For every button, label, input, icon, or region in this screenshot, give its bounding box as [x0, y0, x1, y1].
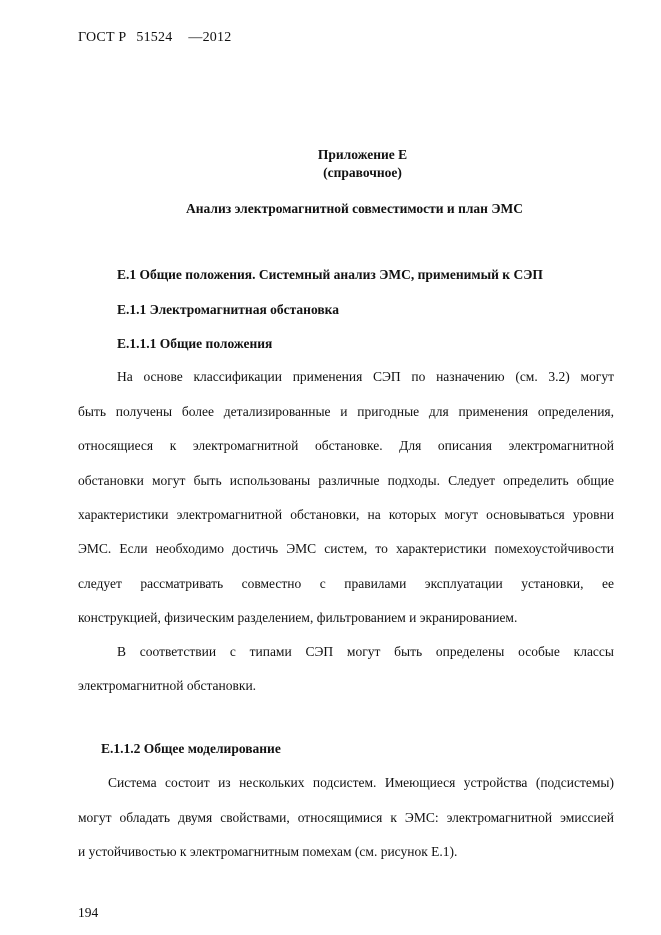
paragraph-line: В соответствии с типами СЭП могут быть определены особые классы [117, 644, 614, 659]
paragraph-line: быть получены более детализированные и пригодные для применения определения, [78, 404, 614, 419]
paragraph-line: конструкцией, физическим разделением, фильтрованием и экранированием. [78, 610, 518, 625]
appendix-subtitle: (справочное) [323, 165, 402, 180]
section-heading-e111: Е.1.1.1 Общие положения [117, 336, 273, 351]
section-heading-e112: Е.1.1.2 Общее моделирование [101, 741, 281, 756]
appendix-name: Анализ электромагнитной совместимости и план ЭМС [186, 201, 523, 216]
paragraph-line: характеристики электромагнитной обстановки, на которых могут основываться уровни [78, 507, 614, 522]
paragraph-line: ЭМС. Если необходимо достичь ЭМС систем, то характеристики помехоустойчивости [78, 541, 614, 556]
paragraph-line: относящиеся к электромагнитной обстановке. Для описания электромагнитной [78, 438, 614, 453]
paragraph-line: обстановки могут быть использованы различные подходы. Следует определить общие [78, 473, 614, 488]
standard-prefix: ГОСТ Р [78, 30, 127, 45]
page-number: 194 [78, 905, 99, 920]
paragraph-line: следует рассматривать совместно с правилами эксплуатации установки, ее [78, 576, 614, 591]
paragraph-line: электромагнитной обстановки. [78, 678, 257, 693]
appendix-title: Приложение Е [317, 147, 408, 162]
section-heading-e1: Е.1 Общие положения. Системный анализ ЭМС, применимый к СЭП [117, 267, 543, 282]
paragraph-line: могут обладать двумя свойствами, относящимися к ЭМС: электромагнитной эмиссией [78, 810, 614, 825]
paragraph-line: Система состоит из нескольких подсистем. Имеющиеся устройства (подсистемы) [108, 775, 614, 790]
standard-year: —2012 [188, 30, 232, 45]
standard-number: 51524 [136, 30, 173, 45]
section-heading-e11: Е.1.1 Электромагнитная обстановка [117, 302, 339, 317]
paragraph-line: На основе классификации применения СЭП по назначению (см. 3.2) могут [117, 369, 614, 384]
running-header [78, 30, 231, 46]
paragraph-line: и устойчивостью к электромагнитным помехам (см. рисунок Е.1). [78, 844, 458, 859]
